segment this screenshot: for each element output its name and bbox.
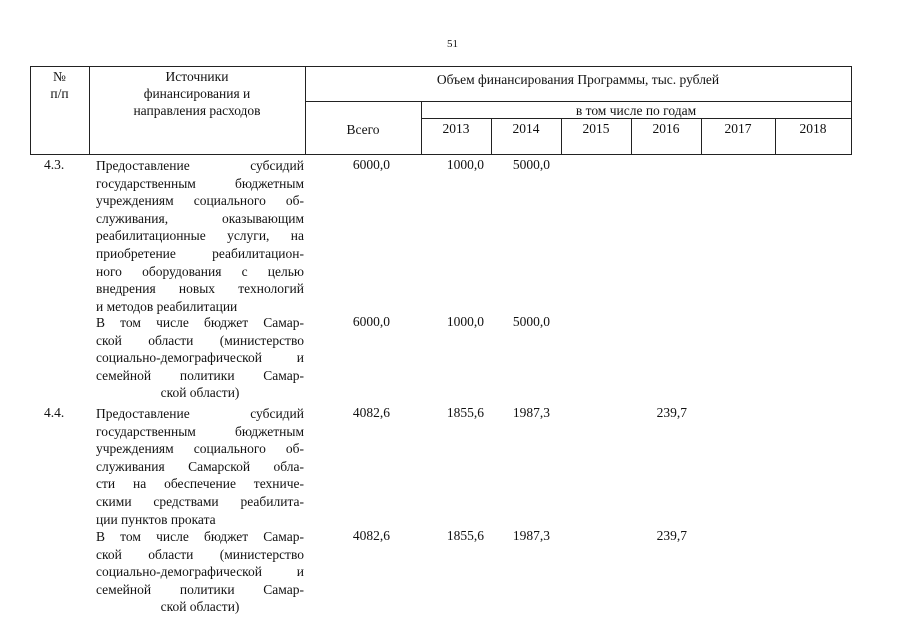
cell-2013: 1000,0: [446, 157, 484, 172]
header-total: Всего: [346, 122, 380, 137]
description-line: ской области): [160, 599, 240, 615]
description-line: сти на обеспечение техниче-: [96, 476, 304, 492]
col-border-right: [851, 66, 852, 155]
header-year-2015: 2015: [582, 121, 610, 136]
description-line: ции пунктов проката: [96, 511, 216, 527]
cell-2014: 1987,3: [512, 528, 550, 543]
row-number: 4.4.: [44, 405, 65, 420]
cell-2016: 239,7: [656, 528, 687, 543]
description-line: учреждениям социального об-: [96, 441, 304, 457]
cell-2016: 239,7: [656, 405, 687, 420]
description-line: семейной политики Самар-: [96, 581, 304, 597]
description-line: внедрения новых технологий: [96, 281, 304, 297]
description-line: ской области): [160, 385, 240, 401]
row-description: [96, 528, 304, 616]
description-line: семейной политики Самар-: [96, 367, 304, 383]
cell-total: 4082,6: [352, 528, 390, 543]
description-line: ской области (министерство: [96, 332, 304, 348]
description-line: социально-демографической и: [96, 564, 304, 580]
description-line: скими средствами реабилита-: [96, 493, 304, 509]
header-by-years: в том числе по годам: [575, 103, 697, 118]
row-number: 4.3.: [44, 157, 65, 172]
cell-2014: 5000,0: [512, 157, 550, 172]
description-line: ской области (министерство: [96, 546, 304, 562]
description-line: В том числе бюджет Самар-: [96, 529, 304, 544]
header-sources-line1: Источники: [165, 69, 229, 84]
description-line: Предоставление субсидий: [96, 158, 304, 173]
description-line: социально-демографической и: [96, 350, 304, 366]
description-line: служивания, оказывающим: [96, 210, 304, 226]
header-num-line1: №: [53, 69, 66, 84]
description-line: приобретение реабилитацион-: [96, 245, 304, 261]
header-num-line2: п/п: [50, 86, 69, 101]
cell-2013: 1855,6: [446, 528, 484, 543]
header-year-2013: 2013: [442, 121, 470, 136]
cell-2014: 5000,0: [512, 314, 550, 329]
header-year-2018: 2018: [799, 121, 827, 136]
cell-2013: 1855,6: [446, 405, 484, 420]
cell-2014: 1987,3: [512, 405, 550, 420]
description-line: ного оборудования с целью: [96, 263, 304, 279]
header-sources-line2: финансирования и: [143, 86, 251, 101]
header-sources-line3: направления расходов: [133, 103, 261, 118]
description-line: государственным бюджетным: [96, 423, 304, 439]
cell-total: 6000,0: [352, 157, 390, 172]
description-line: государственным бюджетным: [96, 175, 304, 191]
description-line: служивания Самарской обла-: [96, 458, 304, 474]
cell-total: 4082,6: [352, 405, 390, 420]
page-number: 51: [447, 38, 458, 50]
description-line: Предоставление субсидий: [96, 406, 304, 421]
row-description: [96, 405, 304, 528]
header-year-2016: 2016: [652, 121, 680, 136]
header-year-2014: 2014: [512, 121, 540, 136]
cell-2013: 1000,0: [446, 314, 484, 329]
header-year-2017: 2017: [724, 121, 752, 136]
table-top-border: [30, 66, 851, 67]
row-description: [96, 157, 304, 315]
cell-total: 6000,0: [352, 314, 390, 329]
description-line: учреждениям социального об-: [96, 193, 304, 209]
row-description: [96, 314, 304, 402]
description-line: реабилитационные услуги, на: [96, 228, 304, 244]
description-line: В том числе бюджет Самар-: [96, 315, 304, 330]
header-volume: Объем финансирования Программы, тыс. рублей: [436, 72, 720, 87]
header-bottom-border: [30, 154, 851, 155]
description-line: и методов реабилитации: [96, 298, 238, 314]
